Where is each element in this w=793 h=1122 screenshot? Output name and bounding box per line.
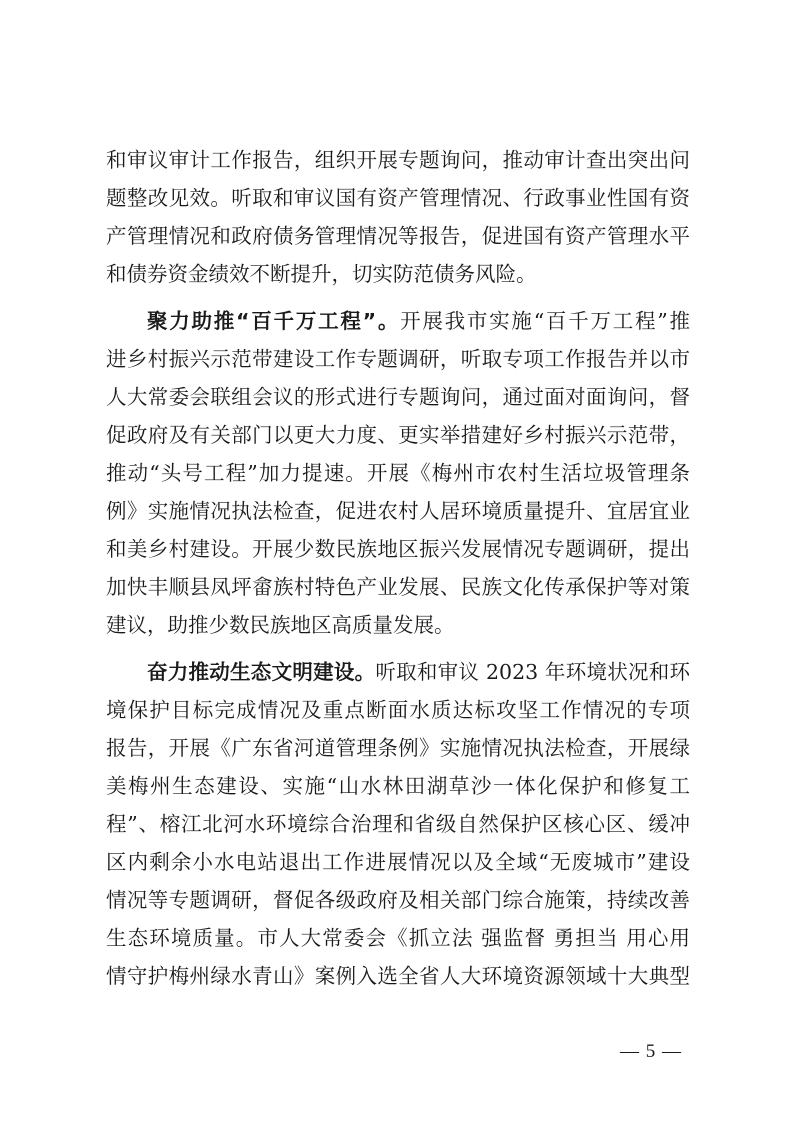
document-body	[106, 141, 690, 1004]
text-line: 题整改见效。听取和审议国有资产管理情况、行政事业性国有资	[106, 186, 690, 210]
text-line: 推动“头号工程”加力提速。开展《梅州市农村生活垃圾管理条	[106, 461, 690, 485]
text-line: 情况等专题调研，督促各级政府及相关部门综合施策，持续改善	[106, 888, 690, 912]
text-line-first	[106, 653, 690, 691]
paragraph-ecological-civilization	[106, 653, 690, 995]
text-line: 加快丰顺县凤坪畲族村特色产业发展、民族文化传承保护等对策	[106, 575, 690, 599]
paragraph-heading: 奋力推动生态文明建设。	[147, 660, 376, 684]
text-line: 报告，开展《广东省河道管理条例》实施情况执法检查，开展绿	[106, 736, 690, 760]
page-number: — 5 —	[620, 1041, 682, 1062]
text-line: 促政府及有关部门以更大力度、更实举措建好乡村振兴示范带，	[106, 423, 690, 447]
text-line: 美梅州生态建设、实施“山水林田湖草沙一体化保护和修复工	[106, 774, 690, 798]
text-line: 和债券资金绩效不断提升，切实防范债务风险。	[106, 262, 537, 286]
paragraph-heading: 聚力助推“百千万工程”。	[147, 309, 401, 333]
text-line: 人大常委会联组会议的形式进行专题询问，通过面对面询问，督	[106, 385, 690, 409]
text-line: 程”、榕江北河水环境综合治理和省级自然保护区核心区、缓冲	[106, 812, 690, 836]
paragraph-rural-revitalization	[106, 302, 690, 644]
text-line: 产管理情况和政府债务管理情况等报告，促进国有资产管理水平	[106, 224, 690, 248]
text-line: 和审议审计工作报告，组织开展专题询问，推动审计查出突出问	[106, 148, 690, 172]
text-line: 建议，助推少数民族地区高质量发展。	[106, 613, 455, 637]
text-line: 境保护目标完成情况及重点断面水质达标攻坚工作情况的专项	[106, 698, 690, 722]
text-line: 区内剩余小水电站退出工作进展情况以及全域“无废城市”建设	[106, 850, 690, 874]
text-line: 情守护梅州绿水青山》案例入选全省人大环境资源领域十大典型	[106, 964, 690, 988]
text-line-first	[106, 302, 690, 340]
paragraph-audit-report	[106, 141, 690, 293]
text-line: 生态环境质量。市人大常委会《抓立法 强监督 勇担当 用心用	[106, 926, 690, 950]
text-line: 例》实施情况执法检查，促进农村人居环境质量提升、宜居宜业	[106, 499, 690, 523]
text-line: 进乡村振兴示范带建设工作专题调研，听取专项工作报告并以市	[106, 347, 690, 371]
text-run: 听取和审议 2023 年环境状况和环	[375, 660, 691, 684]
text-run: 开展我市实施“百千万工程”推	[400, 309, 690, 333]
text-line: 和美乡村建设。开展少数民族地区振兴发展情况专题调研，提出	[106, 537, 690, 561]
